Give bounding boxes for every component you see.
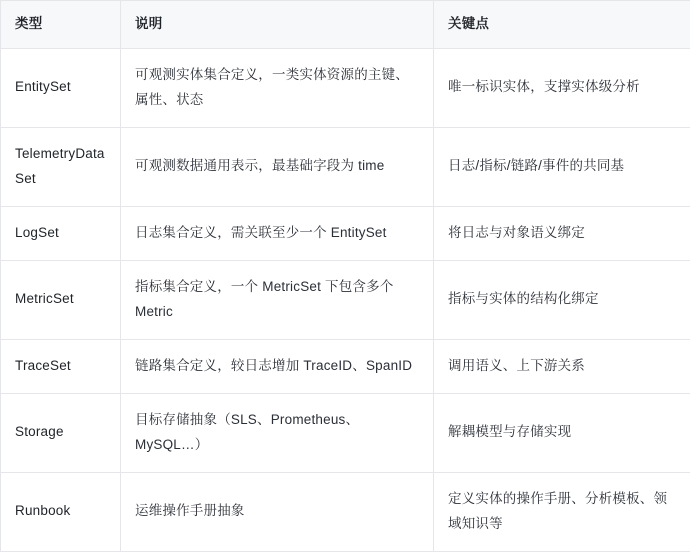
column-header-description: 说明: [121, 1, 434, 49]
table-row: [1, 339, 690, 393]
table-row: [1, 206, 690, 260]
table-row: [1, 48, 690, 127]
cell-keypoint: 定义实体的操作手册、分析模板、领域知识等: [434, 472, 690, 551]
cell-description: 链路集合定义，较日志增加 TraceID、SpanID: [121, 339, 434, 393]
table-body: [1, 48, 690, 551]
cell-keypoint: 解耦模型与存储实现: [434, 393, 690, 472]
cell-keypoint: 指标与实体的结构化绑定: [434, 260, 690, 339]
column-header-type: 类型: [1, 1, 121, 49]
table-row: [1, 127, 690, 206]
table-row: [1, 393, 690, 472]
table-row: [1, 260, 690, 339]
cell-description: 可观测数据通用表示，最基础字段为 time: [121, 127, 434, 206]
table-header: [1, 1, 690, 49]
cell-type: LogSet: [1, 206, 121, 260]
cell-type: TelemetryDataSet: [1, 127, 121, 206]
table-row: [1, 472, 690, 551]
cell-keypoint: 将日志与对象语义绑定: [434, 206, 690, 260]
cell-description: 可观测实体集合定义，一类实体资源的主键、属性、状态: [121, 48, 434, 127]
cell-type: EntitySet: [1, 48, 121, 127]
cell-type: Storage: [1, 393, 121, 472]
cell-description: 日志集合定义，需关联至少一个 EntitySet: [121, 206, 434, 260]
table-header-row: [1, 1, 690, 49]
cell-type: Runbook: [1, 472, 121, 551]
cell-description: 指标集合定义，一个 MetricSet 下包含多个 Metric: [121, 260, 434, 339]
cell-type: MetricSet: [1, 260, 121, 339]
cell-type: TraceSet: [1, 339, 121, 393]
cell-keypoint: 唯一标识实体，支撑实体级分析: [434, 48, 690, 127]
cell-description: 运维操作手册抽象: [121, 472, 434, 551]
cell-keypoint: 日志/指标/链路/事件的共同基: [434, 127, 690, 206]
column-header-keypoint: 关键点: [434, 1, 690, 49]
cell-description: 目标存储抽象（SLS、Prometheus、MySQL…）: [121, 393, 434, 472]
cell-keypoint: 调用语义、上下游关系: [434, 339, 690, 393]
